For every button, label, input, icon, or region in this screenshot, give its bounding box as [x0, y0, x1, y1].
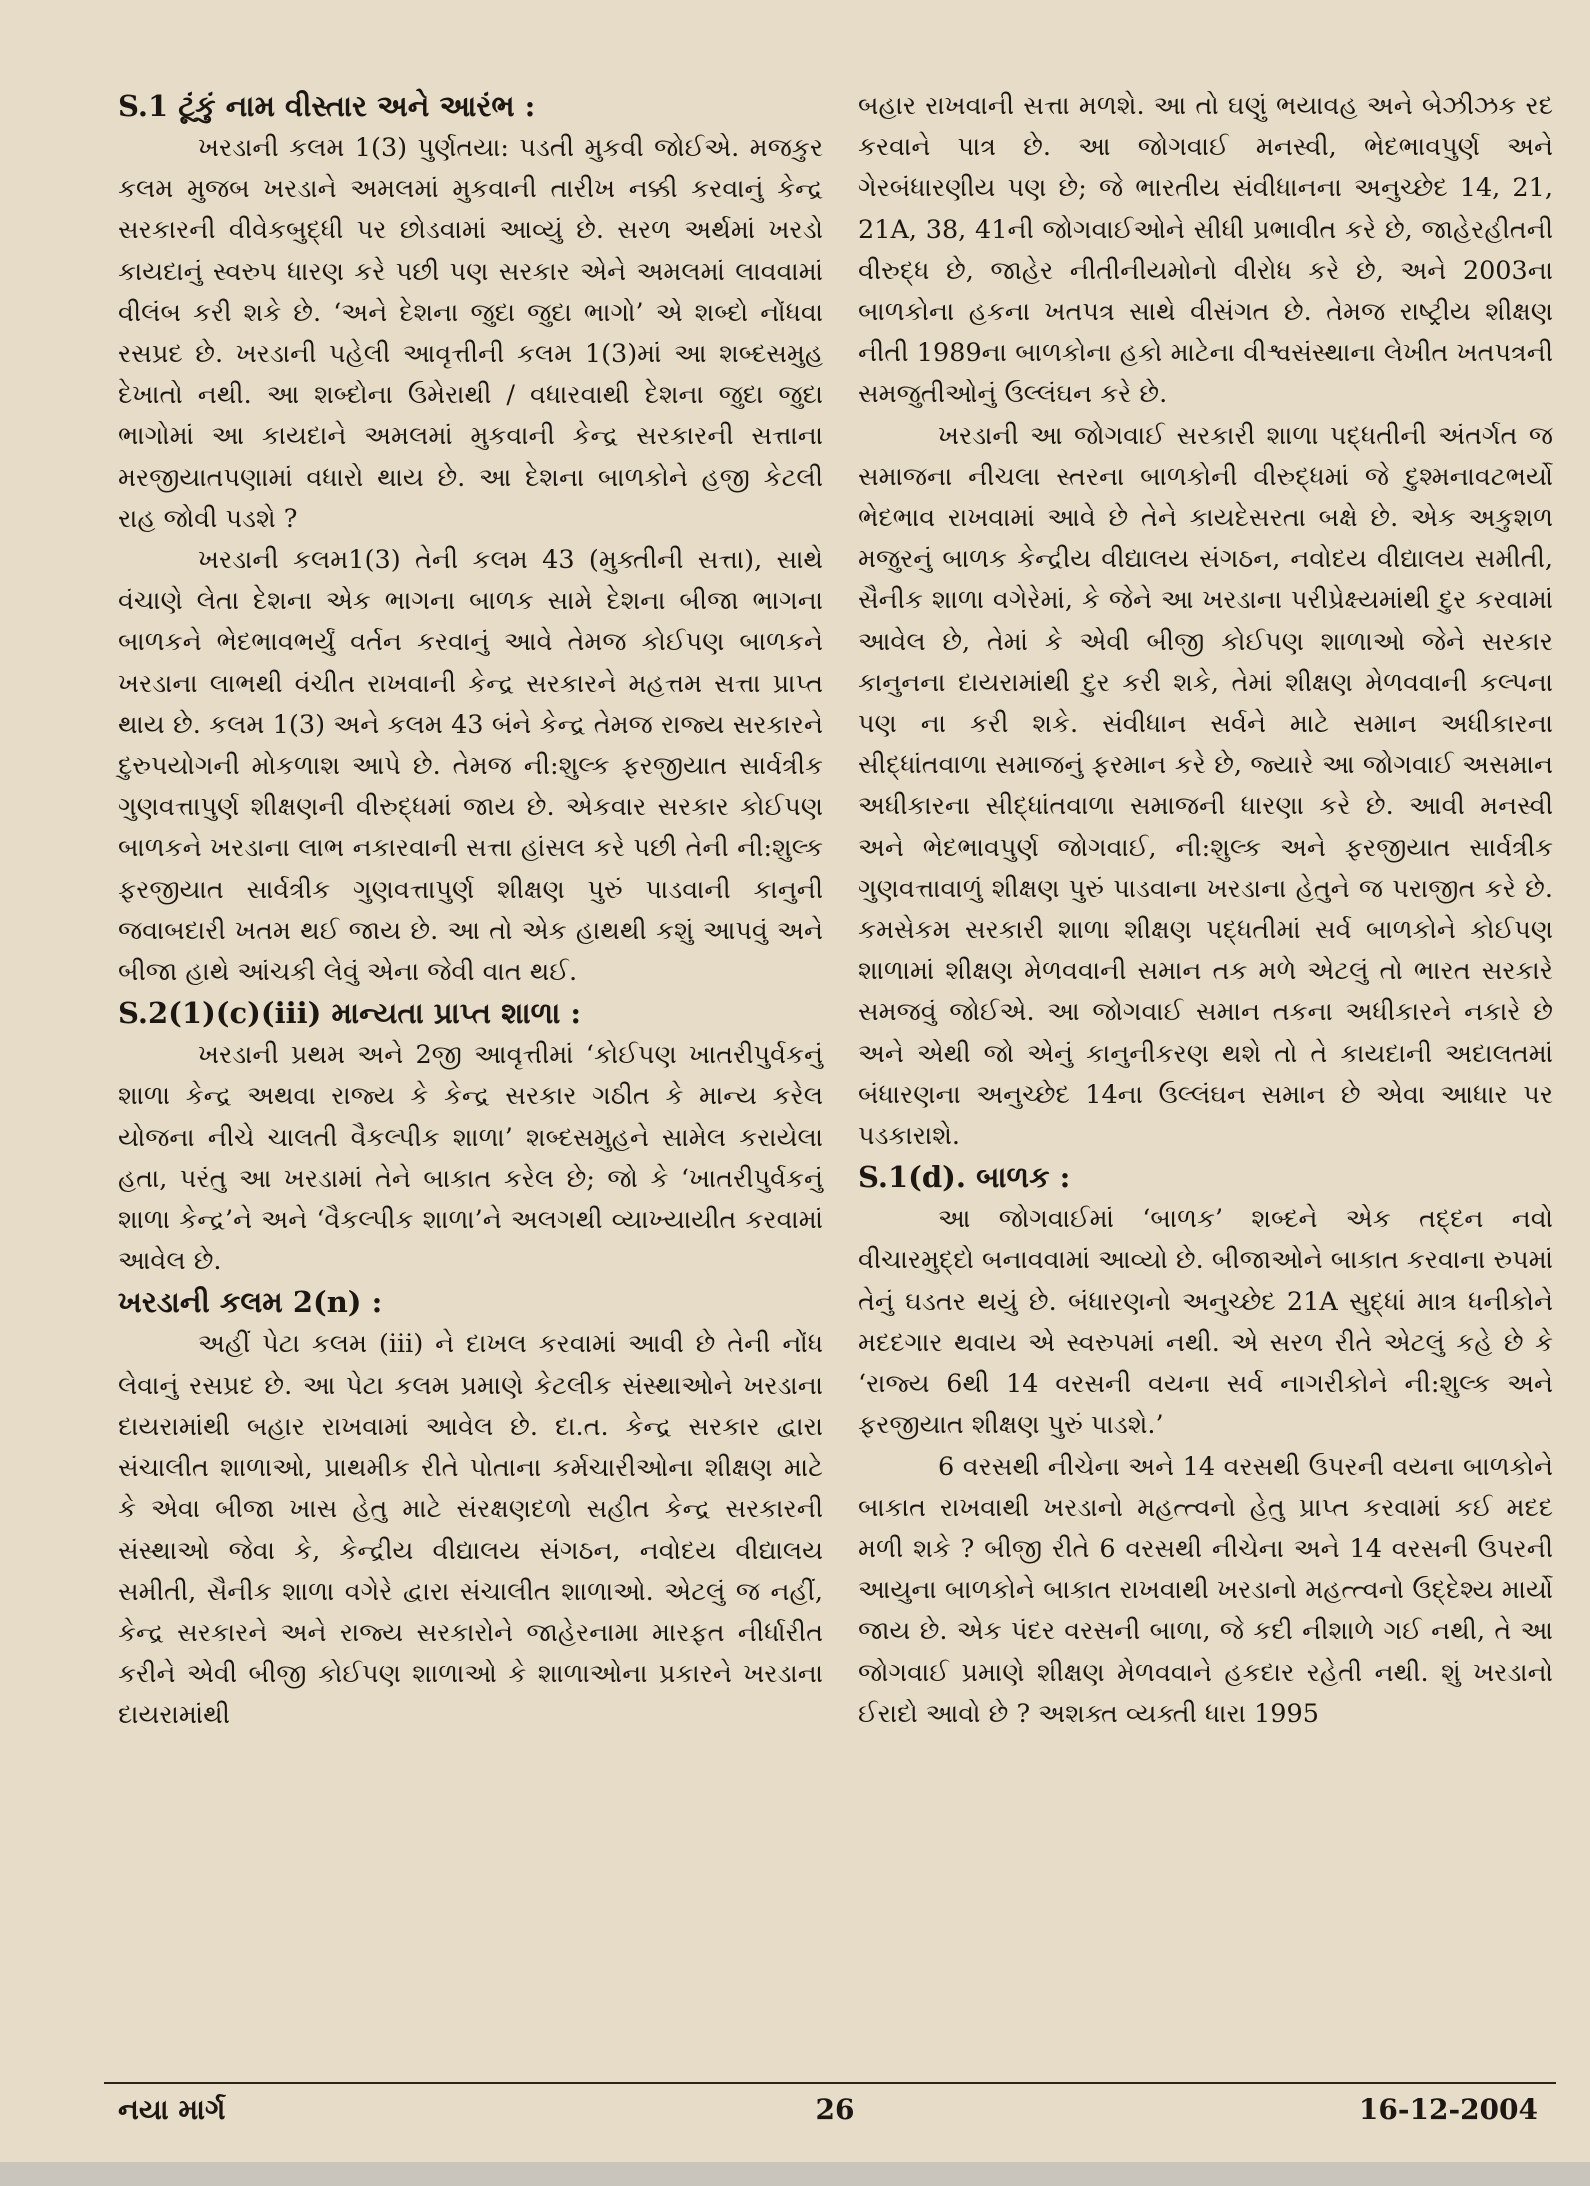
paragraph: ખરડાની કલમ1(3) તેની કલમ 43 (મુક્તીની સત્તા), સાથે વંચાણે લેતા દેશના એક ભાગના બાળક સામે દેશના બીજા ભાગના બાળકને ભેદભાવભર્યું વર્તન કરવાનું આવે તેમજ કોઈપણ બાળકને ખરડાના લાભથી વંચીત રાખવાની કેન્દ્ર સરકારને મહત્તમ સત્તા પ્રાપ્ત થાય છે. કલમ 1(3) અને કલમ 43 બંને કેન્દ્ર તેમજ રાજ્ય સરકારને દુરુપયોગની મોકળાશ આપે છે. તેમજ ની:શુલ્ક ફરજીયાત સાર્વત્રીક ગુણવત્તાપુર્ણ શીક્ષણની વીરુદ્ધમાં જાય છે. એકવાર સરકાર કોઈપણ બાળકને ખરડાના લાભ નકારવાની સત્તા હાંસલ કરે પછી તેની ની:શુલ્ક ફરજીયાત સાર્વત્રીક ગુણવત્તાપુર્ણ શીક્ષણ પુરું પાડવાની કાનુની જવાબદારી ખતમ થઈ જાય છે. આ તો એક હાથથી કશું આપવું અને બીજા હાથે આંચકી લેવું એના જેવી વાત થઈ.	[118, 545, 823, 988]
right-column	[858, 86, 1553, 1735]
publication-name: નયા માર્ગ	[118, 2093, 226, 2126]
paragraph: આ જોગવાઈમાં ‘બાળક’ શબ્દને એક તદ્દન નવો વીચારમુદ્દો બનાવવામાં આવ્યો છે. બીજાઓને બાકાત કરવાના રુપમાં તેનું ઘડતર થયું છે. બંધારણનો અનુચ્છેદ 21A સુદ્ધાં માત્ર ધનીકોને મદદગાર થવાય એ સ્વરુપમાં નથી. એ સરળ રીતે એટલું કહે છે કે ‘રાજ્ય 6થી 14 વરસની વયના સર્વ નાગરીકોને ની:શુલ્ક અને ફરજીયાત શીક્ષણ પુરું પાડશે.’	[858, 1204, 1553, 1441]
paragraph: ખરડાની આ જોગવાઈ સરકારી શાળા પદ્ધતીની અંતર્ગત જ સમાજના નીચલા સ્તરના બાળકોની વીરુદ્ધમાં જે દુશ્મનાવટભર્યો ભેદભાવ રાખવામાં આવે છે તેને કાયદેસરતા બક્ષે છે. એક અકુશળ મજુરનું બાળક કેન્દ્રીય વીદ્યાલય સંગઠન, નવોદય વીદ્યાલય સમીતી, સૈનીક શાળા વગેરેમાં, કે જેને આ ખરડાના પરીપ્રેક્ષ્યમાંથી દુર કરવામાં આવેલ છે, તેમાં કે એવી બીજી કોઈપણ શાળાઓ જેને સરકાર કાનુનના દાયરામાંથી દુર કરી શકે, તેમાં શીક્ષણ મેળવવાની કલ્પના પણ ના કરી શકે. સંવીધાન સર્વને માટે સમાન અધીકારના સીદ્ધાંતવાળા સમાજનું ફરમાન કરે છે, જ્યારે આ જોગવાઈ અસમાન અધીકારના સીદ્ધાંતવાળા સમાજની ધારણા કરે છે. આવી મનસ્વી અને ભેદભાવપુર્ણ જોગવાઈ, ની:શુલ્ક અને ફરજીયાત સાર્વત્રીક ગુણવત્તાવાળું શીક્ષણ પુરું પાડવાના ખરડાના હેતુને જ પરાજીત કરે છે. કમસેકમ સરકારી શાળા શીક્ષણ પદ્ધતીમાં સર્વ બાળકોને કોઈપણ શાળામાં શીક્ષણ મેળવવાની સમાન તક મળે એટલું તો ભારત સરકારે સમજવું જોઈએ. આ જોગવાઈ સમાન તકના અધીકારને નકારે છે અને એથી જો એનું કાનુનીકરણ થશે તો તે કાયદાની અદાલતમાં બંધારણના અનુચ્છેદ 14ના ઉલ્લંઘન સમાન છે એવા આધાર પર પડકારાશે.	[858, 420, 1554, 1152]
left-column	[118, 86, 823, 1737]
paragraph: અહીં પેટા કલમ (iii) ને દાખલ કરવામાં આવી છે તેની નોંધ લેવાનું રસપ્રદ છે. આ પેટા કલમ પ્રમાણે કેટલીક સંસ્થાઓને ખરડાના દાયરામાંથી બહાર રાખવામાં આવેલ છે. દા.ત. કેન્દ્ર સરકાર દ્વારા સંચાલીત શાળાઓ, પ્રાથમીક રીતે પોતાના કર્મચારીઓના શીક્ષણ માટે કે એવા બીજા ખાસ હેતુ માટે સંરક્ષણદળો સહીત કેન્દ્ર સરકારની સંસ્થાઓ જેવા કે, કેન્દ્રીય વીદ્યાલય સંગઠન, નવોદય વીદ્યાલય સમીતી, સૈનીક શાળા વગેરે દ્વારા સંચાલીત શાળાઓ. એટલું જ નહીં, કેન્દ્ર સરકારને અને રાજ્ય સરકારોને જાહેરનામા મારફત નીર્ધારીત કરીને એવી બીજી કોઈપણ શાળાઓ કે શાળાઓના પ્રકારને ખરડાના દાયરામાંથી	[118, 1329, 823, 1731]
paragraph: ખરડાની પ્રથમ અને 2જી આવૃત્તીમાં ‘કોઈપણ ખાતરીપુર્વકનું શાળા કેન્દ્ર અથવા રાજ્ય કે કેન્દ્ર સરકાર ગઠીત કે માન્ય કરેલ યોજના નીચે ચાલતી વૈકલ્પીક શાળા’ શબ્દસમુહને સામેલ કરાયેલા હતા, પરંતુ આ ખરડામાં તેને બાકાત કરેલ છે; જો કે ‘ખાતરીપુર્વકનું શાળા કેન્દ્ર’ને અને ‘વૈકલ્પીક શાળા’ને અલગથી વ્યાખ્યાયીત કરવામાં આવેલ છે.	[118, 1040, 823, 1277]
scan-edge	[0, 2162, 1590, 2186]
section-heading-s1d: S.1(d). બાળક :	[858, 1160, 1071, 1195]
paragraph: બહાર રાખવાની સત્તા મળશે. આ તો ઘણું ભયાવહ અને બેઝીઝક રદ કરવાને પાત્ર છે. આ જોગવાઈ મનસ્વી, ભેદભાવપુર્ણ અને ગેરબંધારણીય પણ છે; જે ભારતીય સંવીધાનના અનુચ્છેદ 14, 21, 21A, 38, 41ની જોગવાઈઓને સીધી પ્રભાવીત કરે છે, જાહેરહીતની વીરુદ્ધ છે, જાહેર નીતીનીયમોનો વીરોધ કરે છે, અને 2003ના બાળકોના હકના ખતપત્ર સાથે વીસંગત છે. તેમજ રાષ્ટ્રીય શીક્ષણ નીતી 1989ના બાળકોના હકો માટેના વીશ્વસંસ્થાના લેખીત ખતપત્રની સમજુતીઓનું ઉલ્લંઘન કરે છે.	[858, 91, 1553, 410]
paragraph: 6 વરસથી નીચેના અને 14 વરસથી ઉપરની વયના બાળકોને બાકાત રાખવાથી ખરડાનો મહત્ત્વનો હેતુ પ્રાપ્ત કરવામાં કઈ મદદ મળી શકે ? બીજી રીતે 6 વરસથી નીચેના અને 14 વરસની ઉપરની આયુના બાળકોને બાકાત રાખવાથી ખરડાનો મહત્ત્વનો ઉદ્દેશ્ય માર્યો જાય છે. એક પંદર વરસની બાળા, જે કદી નીશાળે ગઈ નથી, તે આ જોગવાઈ પ્રમાણે શીક્ષણ મેળવવાને હકદાર રહેતી નથી. શું ખરડાનો ઈરાદો આવો છે ? અશક્ત વ્યક્તી ધારા 1995	[858, 1451, 1553, 1729]
section-heading-2n: ખરડાની કલમ 2(n) :	[118, 1285, 383, 1320]
footer-divider	[104, 2082, 1556, 2084]
paragraph: ખરડાની કલમ 1(3) પુર્ણતયા: પડતી મુકવી જોઈએ. મજકુર કલમ મુજબ ખરડાને અમલમાં મુકવાની તારીખ નક્કી કરવાનું કેન્દ્ર સરકારની વીવેકબુદ્ધી પર છોડવામાં આવ્યું છે. સરળ અર્થમાં ખરડો કાયદાનું સ્વરુપ ધારણ કરે પછી પણ સરકાર એને અમલમાં લાવવામાં વીલંબ કરી શકે છે. ‘અને દેશના જુદા જુદા ભાગો’ એ શબ્દો નોંધવા રસપ્રદ છે. ખરડાની પહેલી આવૃત્તીની કલમ 1(3)માં આ શબ્દસમુહ દેખાતો નથી. આ શબ્દોના ઉમેરાથી / વધારવાથી દેશના જુદા જુદા ભાગોમાં આ કાયદાને અમલમાં મુકવાની કેન્દ્ર સરકારની સત્તાના મરજીયાતપણામાં વધારો થાય છે. આ દેશના બાળકોને હજી કેટલી રાહ જોવી પડશે ?	[118, 133, 823, 534]
section-heading-s1: S.1 ટૂંકું નામ વીસ્તાર અને આરંભ :	[118, 89, 536, 123]
issue-date: 16-12-2004	[1358, 2093, 1538, 2126]
page-number: 26	[815, 2093, 855, 2126]
section-heading-s2: S.2(1)(c)(iii) માન્યતા પ્રાપ્ત શાળા :	[118, 996, 582, 1031]
